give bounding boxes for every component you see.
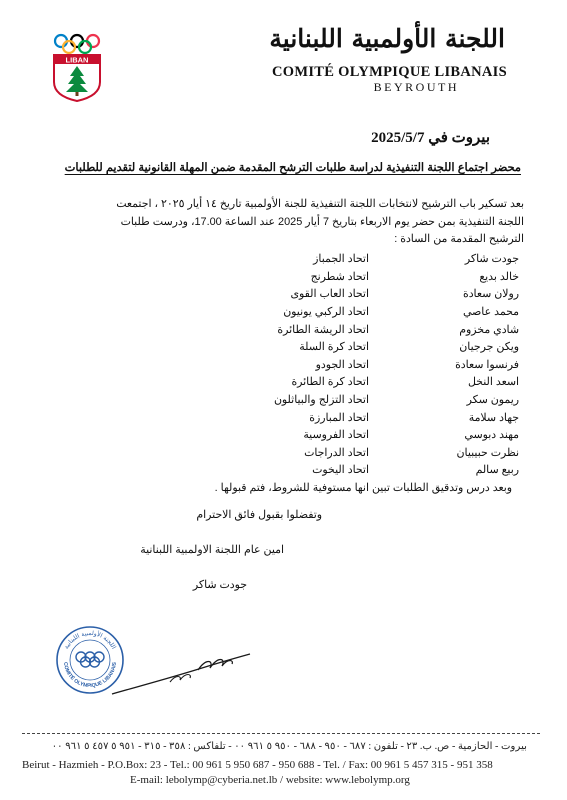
olympic-committee-logo	[50, 30, 104, 102]
candidate-name: رولان سعادة	[462, 288, 519, 301]
candidate-federation: اتحاد الجودو	[315, 358, 369, 371]
candidate-federation: اتحاد الريشة الطائرة	[277, 323, 369, 336]
candidate-name: محمد عاصي	[462, 306, 519, 319]
candidate-federation: اتحاد العاب القوى	[290, 288, 369, 301]
candidate-name: مهند دبوسي	[464, 429, 519, 442]
handwritten-signature	[110, 642, 260, 702]
intro-paragraph: بعد تسكير باب الترشيح لانتخابات اللجنة التنفيذية للجنة الأولمبية تاريخ ١٤ أيار ٢٠٢٥ ، اجتمعت اللجنة التنفيذية بمن حضر يوم الاربعاء بتاريخ 7 أيار 2025 عند الساعة 17.00، ودرست طلبات الترشيح المقدمة من السادة :	[116, 198, 524, 245]
candidate-federation: اتحاد كرة السلة	[299, 341, 369, 354]
candidate-row	[99, 285, 519, 303]
closing-text: وتفضلوا بقبول فائق الاحترام	[196, 509, 322, 521]
candidate-row	[99, 303, 519, 321]
candidate-list	[99, 250, 519, 479]
candidate-row	[99, 408, 519, 426]
candidate-name: ريمون سكر	[466, 394, 519, 407]
footer-email-website: E-mail: lebolymp@cyberia.net.lb / website: www.lebolymp.org	[130, 774, 410, 786]
candidate-name: جودت شاكر	[464, 253, 519, 266]
org-name-french: COMITÉ OLYMPIQUE LIBANAIS	[272, 64, 507, 80]
candidate-name: ويكن جرجيان	[459, 341, 519, 354]
candidate-federation: اتحاد كرة الطائرة	[291, 376, 369, 389]
candidate-row	[99, 268, 519, 286]
candidate-name: فرنسوا سعادة	[455, 358, 519, 371]
candidate-row	[99, 426, 519, 444]
footer-address-french: Beirut - Hazmieh - P.O.Box: 23 - Tel.: 00 961 5 950 687 - 950 688 - Tel. / Fax: 00 961 5 457 315 - 951 358	[22, 759, 493, 771]
candidate-name: خالد بديع	[479, 270, 519, 283]
seal-text-bottom: COMITÉ OLYMPIQUE LIBANAIS	[61, 661, 119, 690]
candidate-row	[99, 461, 519, 479]
conclusion-text: وبعد درس وتدقيق الطلبات تبين انها مستوفية للشروط، فتم قبولها .	[214, 482, 512, 494]
candidate-federation: اتحاد شطرنج	[310, 270, 369, 283]
candidate-federation: اتحاد اليخوت	[312, 464, 369, 477]
seal-text-top: اللجنة الأولمبية اللبنانية	[62, 630, 118, 651]
signer-name: جودت شاكر	[192, 579, 247, 591]
date-line: بيروت في 2025/5/7	[371, 130, 490, 146]
candidate-name: نظرت حبيبيان	[456, 446, 519, 459]
candidate-federation: اتحاد الجمباز	[313, 253, 369, 266]
candidate-name: اسعد النخل	[467, 376, 519, 389]
logo-text: LIBAN	[65, 55, 89, 65]
candidate-row	[99, 444, 519, 462]
candidate-federation: اتحاد الركبي يونيون	[283, 306, 369, 319]
candidate-row	[99, 338, 519, 356]
candidate-federation: اتحاد المبارزة	[309, 411, 369, 424]
candidate-name: جهاد سلامة	[468, 411, 519, 424]
candidate-federation: اتحاد الدراجات	[304, 446, 369, 459]
org-name-arabic: اللجنة الأولمبية اللبنانية	[269, 24, 505, 53]
org-city: BEYROUTH	[373, 80, 459, 94]
subject-heading: محضر اجتماع اللجنة التنفيذية لدراسة طلبات الترشح المقدمة ضمن المهلة القانونية لتقديم للطلبات	[64, 162, 521, 174]
footer-address-arabic: بيروت - الحازمية - ص. ب. ٢٣ - تلفون : ٦٨٧ - ٩٥٠ - ٦٨٨ - ٩٥٠ ٥ ٩٦١ ٠٠ - تلفاكس : ٣٥٨ - ٣١٥ - ٩٥١ ٥ ٤٥٧ ٥ ٩٦١ ٠٠	[51, 741, 527, 752]
candidate-federation: اتحاد الفروسية	[303, 429, 369, 442]
candidate-row	[99, 373, 519, 391]
signer-title: امين عام اللجنة الاولمبية اللبنانية	[140, 544, 284, 556]
candidate-row	[99, 391, 519, 409]
candidate-name: ربيع سالم	[475, 464, 519, 477]
candidate-row	[99, 250, 519, 268]
footer-divider	[22, 733, 540, 734]
candidate-federation: اتحاد التزلج والبياثلون	[273, 394, 369, 407]
candidate-row	[99, 320, 519, 338]
candidate-name: شادي مخزوم	[459, 323, 519, 336]
candidate-row	[99, 356, 519, 374]
